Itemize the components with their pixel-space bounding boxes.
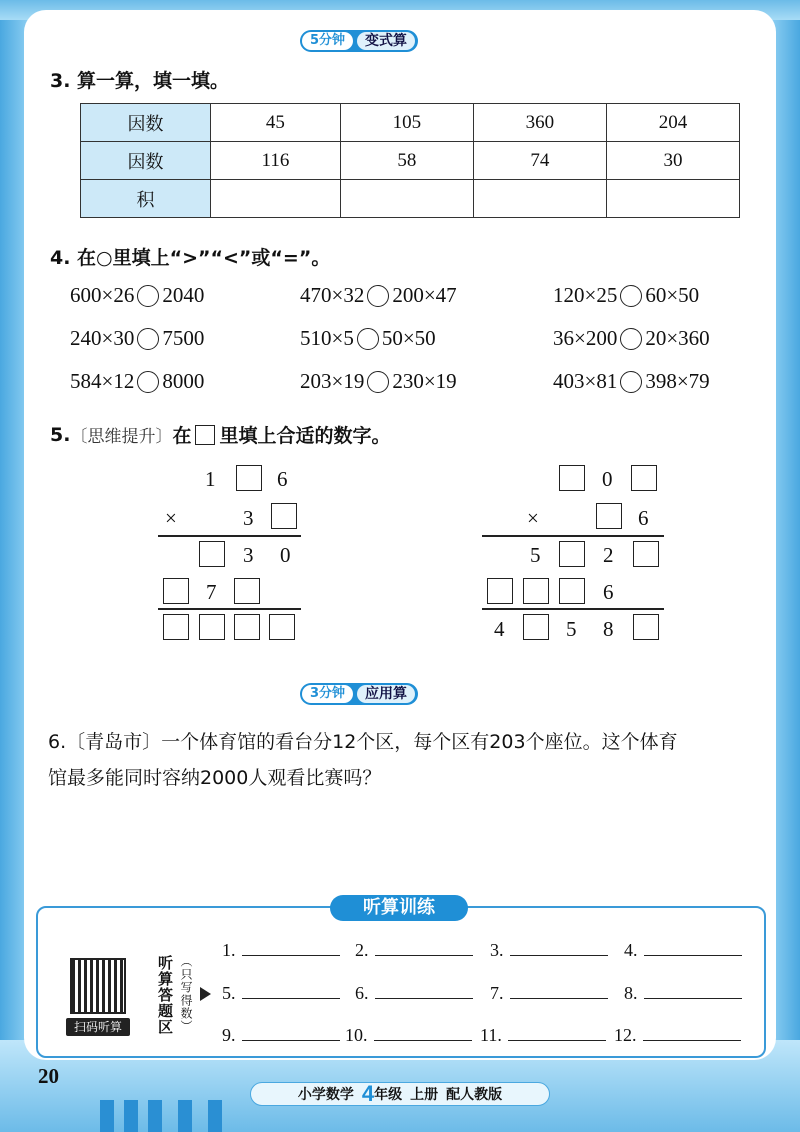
answer-blank[interactable] [375, 940, 473, 956]
decor-bar [208, 1100, 222, 1132]
question-number: 5. [50, 423, 71, 446]
answer-slot[interactable] [614, 1025, 741, 1046]
compare-circle[interactable] [367, 371, 389, 393]
answer-blank[interactable] [242, 1025, 340, 1041]
digit: 3 [243, 506, 254, 530]
compare-right: 8000 [162, 369, 205, 393]
answer-slot[interactable] [222, 983, 340, 1004]
digit-box[interactable] [163, 578, 189, 604]
digit-box[interactable] [487, 578, 513, 604]
answer-number: 6. [355, 983, 369, 1003]
digit-box[interactable] [163, 614, 189, 640]
footer-term: 上册 [410, 1087, 439, 1103]
compare-item [300, 283, 457, 308]
calc-line [482, 608, 664, 610]
digit: 5 [530, 543, 541, 567]
answer-slot[interactable] [624, 940, 742, 961]
times-sign: × [165, 506, 177, 530]
digit: 8 [603, 617, 614, 641]
digit-box[interactable] [523, 578, 549, 604]
digit: 2 [603, 543, 614, 567]
section-pill-variant [300, 30, 418, 52]
answer-number: 7. [490, 983, 504, 1003]
title-text-b: 里填上合适的数字。 [219, 425, 391, 447]
compare-left: 600×26 [70, 283, 135, 307]
table-row [81, 180, 740, 218]
page-number: 20 [38, 1064, 59, 1088]
decor-bar [148, 1100, 162, 1132]
compare-right: 20×360 [645, 326, 710, 350]
compare-circle[interactable] [357, 328, 379, 350]
compare-item [553, 369, 710, 394]
table-cell: 45 [211, 104, 341, 142]
times-sign: × [527, 506, 539, 530]
decor-bar [178, 1100, 192, 1132]
digit-box[interactable] [199, 614, 225, 640]
compare-right: 7500 [162, 326, 205, 350]
footer-grade-number: 4 [361, 1081, 375, 1106]
answer-blank[interactable] [374, 1025, 472, 1041]
table-cell: 116 [211, 142, 341, 180]
compare-circle[interactable] [137, 285, 159, 307]
decor-bar [124, 1100, 138, 1132]
digit-box[interactable] [236, 465, 262, 491]
table-row [81, 104, 740, 142]
answer-slot[interactable] [355, 983, 473, 1004]
footer-grade-text: 年级 [374, 1087, 403, 1103]
answer-area-label: 听算答题区 [156, 955, 174, 1035]
question-6 [48, 724, 748, 796]
table-cell: 360 [473, 104, 606, 142]
compare-item [300, 369, 457, 394]
digit: 0 [602, 467, 613, 491]
digit-box[interactable] [559, 465, 585, 491]
digit-box[interactable] [559, 578, 585, 604]
answer-cell[interactable] [606, 180, 739, 218]
answer-number: 10. [345, 1025, 368, 1045]
compare-left: 470×32 [300, 283, 365, 307]
answer-number: 8. [624, 983, 638, 1003]
digit: 6 [638, 506, 649, 530]
compare-item [300, 326, 436, 351]
compare-item [553, 283, 699, 308]
table-row [81, 142, 740, 180]
compare-left: 203×19 [300, 369, 365, 393]
answer-blank[interactable] [242, 940, 340, 956]
listening-title: 听算训练 [330, 895, 468, 921]
digit-box[interactable] [523, 614, 549, 640]
question-5-title [50, 421, 390, 448]
digit: 6 [603, 580, 614, 604]
compare-item [70, 283, 204, 308]
factor-table [80, 103, 740, 218]
arrow-right-icon [200, 987, 211, 1001]
answer-blank[interactable] [508, 1025, 606, 1041]
digit-box[interactable] [234, 578, 260, 604]
answer-slot[interactable] [480, 1025, 606, 1046]
compare-right: 230×19 [392, 369, 457, 393]
section-pill-application [300, 683, 418, 705]
answer-blank[interactable] [510, 940, 608, 956]
pill-label: 应用算 [357, 685, 415, 703]
calc-line [158, 535, 301, 537]
answer-number: 2. [355, 940, 369, 960]
row-header: 因数 [81, 142, 211, 180]
compare-right: 2040 [162, 283, 205, 307]
digit-box[interactable] [269, 614, 295, 640]
answer-slot[interactable] [345, 1025, 472, 1046]
box-symbol [195, 425, 215, 445]
table-cell: 58 [340, 142, 473, 180]
question-6-line-1: 6.〔青岛市〕一个体育馆的看台分12个区，每个区有203个座位。这个体育 [48, 731, 678, 753]
digit-box[interactable] [271, 503, 297, 529]
digit-box[interactable] [633, 614, 659, 640]
title-text-a: 在 [172, 425, 192, 447]
digit: 3 [243, 543, 254, 567]
compare-right: 50×50 [381, 326, 436, 350]
question-3-title: 3. 算一算，填一填。 [50, 70, 230, 92]
answer-cell[interactable] [340, 180, 473, 218]
answer-cell[interactable] [211, 180, 341, 218]
table-cell: 204 [606, 104, 739, 142]
question-6-line-2: 馆最多能同时容纳2000人观看比赛吗？ [48, 767, 382, 789]
digit: 0 [280, 543, 291, 567]
digit: 5 [566, 617, 577, 641]
compare-item [70, 369, 204, 394]
digit: 6 [277, 467, 288, 491]
digit-box[interactable] [559, 541, 585, 567]
answer-slot[interactable] [355, 940, 473, 961]
compare-right: 398×79 [645, 369, 710, 393]
answer-slot[interactable] [490, 940, 608, 961]
decor-bar [100, 1100, 114, 1132]
qr-label: 扫码听算 [66, 1018, 130, 1036]
footer-label [250, 1082, 550, 1106]
footer-subject: 小学数学 [297, 1087, 354, 1103]
calc-line [482, 535, 664, 537]
answer-number: 12. [614, 1025, 637, 1045]
answer-blank[interactable] [644, 940, 742, 956]
qr-code-icon[interactable] [70, 958, 126, 1014]
compare-left: 403×81 [553, 369, 618, 393]
answer-slot[interactable] [222, 940, 340, 961]
answer-number: 1. [222, 940, 236, 960]
answer-slot[interactable] [624, 983, 742, 1004]
answer-number: 9. [222, 1025, 236, 1045]
calc-line [158, 608, 301, 610]
table-cell: 30 [606, 142, 739, 180]
compare-circle[interactable] [137, 371, 159, 393]
compare-circle[interactable] [137, 328, 159, 350]
compare-right: 60×50 [645, 283, 700, 307]
answer-area-note: （只写得数） [179, 955, 193, 1033]
compare-circle[interactable] [367, 285, 389, 307]
answer-blank[interactable] [643, 1025, 741, 1041]
difficulty-tag: 〔思维提升〕 [70, 427, 173, 447]
digit-box[interactable] [199, 541, 225, 567]
digit-box[interactable] [631, 465, 657, 491]
answer-slot[interactable] [490, 983, 608, 1004]
pill-minutes: 3分钟 [302, 685, 353, 703]
digit: 1 [205, 467, 216, 491]
answer-number: 3. [490, 940, 504, 960]
table-cell: 105 [340, 104, 473, 142]
compare-left: 510×5 [300, 326, 354, 350]
table-cell: 74 [473, 142, 606, 180]
answer-blank[interactable] [510, 983, 608, 999]
footer-edition: 配人教版 [446, 1087, 503, 1103]
digit-box[interactable] [633, 541, 659, 567]
compare-circle[interactable] [620, 328, 642, 350]
answer-cell[interactable] [473, 180, 606, 218]
answer-blank[interactable] [242, 983, 340, 999]
digit-box[interactable] [234, 614, 260, 640]
compare-item [553, 326, 710, 351]
compare-item [70, 326, 204, 351]
answer-number: 4. [624, 940, 638, 960]
digit: 7 [206, 580, 217, 604]
pill-label: 变式算 [357, 32, 415, 50]
row-header: 因数 [81, 104, 211, 142]
compare-left: 36×200 [553, 326, 618, 350]
compare-left: 240×30 [70, 326, 135, 350]
pill-minutes: 5分钟 [302, 32, 353, 50]
answer-number: 5. [222, 983, 236, 1003]
question-4-title: 4. 在○里填上“>”“<”或“=”。 [50, 247, 331, 269]
compare-left: 120×25 [553, 283, 618, 307]
compare-circle[interactable] [620, 371, 642, 393]
answer-blank[interactable] [375, 983, 473, 999]
digit-box[interactable] [596, 503, 622, 529]
compare-right: 200×47 [392, 283, 457, 307]
answer-blank[interactable] [644, 983, 742, 999]
digit: 4 [494, 617, 505, 641]
footer-grade [362, 1081, 402, 1107]
compare-circle[interactable] [620, 285, 642, 307]
row-header: 积 [81, 180, 211, 218]
answer-number: 11. [480, 1025, 502, 1045]
compare-left: 584×12 [70, 369, 135, 393]
answer-slot[interactable] [222, 1025, 340, 1046]
